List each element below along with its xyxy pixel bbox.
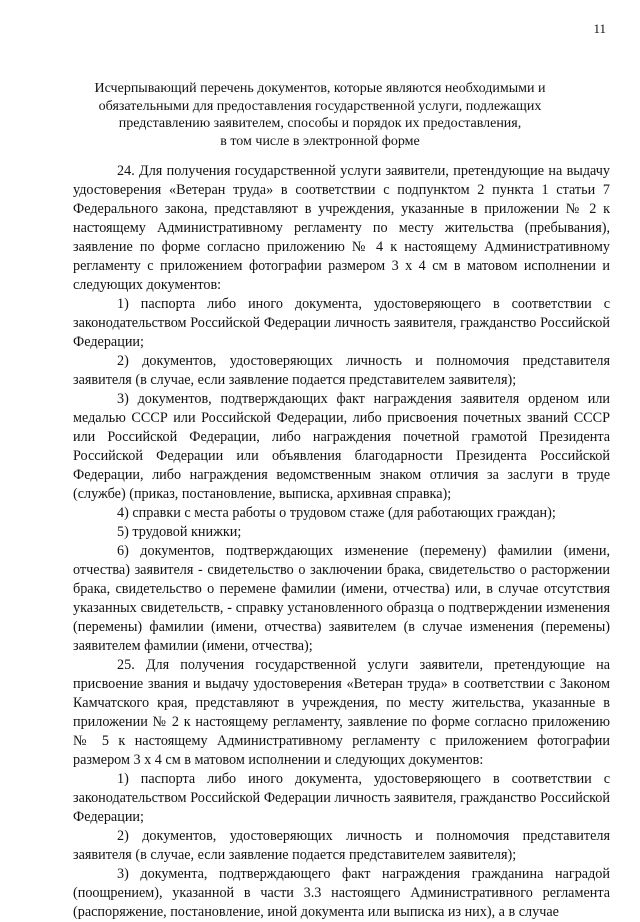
list-item: 2) документов, удостоверяющих личность и полномочия представителя заявителя (в случае, если заявление подается представителем заявителя);: [73, 828, 610, 863]
list-item: 1) паспорта либо иного документа, удостоверяющего в соответствии с законодательством Российской Федерации личность заявителя, гражданство Российской Федерации;: [73, 296, 610, 350]
page-number: 11: [593, 21, 606, 36]
paragraph-25: 25. Для получения государственной услуги заявители, претендующие на присвоение звания и выдачу удостоверения «Ветеран труда» в соответствии с Законом Камчатского края, представляют в учреждения, по месту жительства, указанные в приложении № 2 к настоящему регламенту, заявление по форме согласно приложению № 5 к настоящему Административному регламенту с приложением фотографии размером 3 х 4 см в матовом исполнении и следующих документов:: [73, 657, 610, 768]
list-item: 2) документов, удостоверяющих личность и полномочия представителя заявителя (в случае, если заявление подается представителем заявителя);: [73, 353, 610, 388]
list-item: 4) справки с места работы о трудовом стаже (для работающих граждан);: [117, 505, 556, 521]
document-body: [73, 162, 610, 922]
list-item: 3) документов, подтверждающих факт награждения заявителя орденом или медалью СССР или Российской Федерации, либо присвоения почетных званий СССР или Российской Федерации, либо награждения почетной грамотой Президента Российской Федерации или объявления благодарности Президента Российской Федерации, либо награждения ведомственным знаком отличия за заслуги в труде (службе) (приказ, постановление, выписка, архивная справка);: [73, 391, 610, 502]
list-item: 6) документов, подтверждающих изменение (перемену) фамилии (имени, отчества) заявителя - свидетельство о заключении брака, свидетельство о расторжении брака, свидетельство о перемене фамилии (имени, отчества) или, в случае отсутствия указанных свидетельств, - справку установленного образца о подтверждении изменения (перемены) фамилии (имени, отчества) заявителем (в случае изменения (перемены) заявителем фамилии (имени, отчества);: [73, 543, 610, 654]
paragraph-24: 24. Для получения государственной услуги заявители, претендующие на выдачу удостоверения «Ветеран труда» в соответствии с подпунктом 2 пункта 1 статьи 7 Федерального закона, представляют в учреждения, указанные в приложении № 2 к настоящему Административному регламенту по месту жительства (пребывания), заявление по форме согласно приложению № 4 к настоящему Административному регламенту с приложением фотографии размером 3 х 4 см в матовом исполнении и следующих документов:: [73, 163, 610, 293]
list-item: 3) документа, подтверждающего факт награждения гражданина наградой (поощрением), указанной в части 3.3 настоящего Административного регламента (распоряжение, постановление, иной документа или выписка из них), а в случае: [73, 866, 610, 920]
list-item: 5) трудовой книжки;: [117, 524, 242, 540]
section-heading: Исчерпывающий перечень документов, которые являются необходимыми и обязательными для предоставления государственной услуги, подлежащих представлению заявителем, способы и порядок их предоставления, в том числе в электронной форме: [94, 81, 546, 149]
list-item: 1) паспорта либо иного документа, удостоверяющего в соответствии с законодательством Российской Федерации личность заявителя, гражданство Российской Федерации;: [73, 771, 610, 825]
